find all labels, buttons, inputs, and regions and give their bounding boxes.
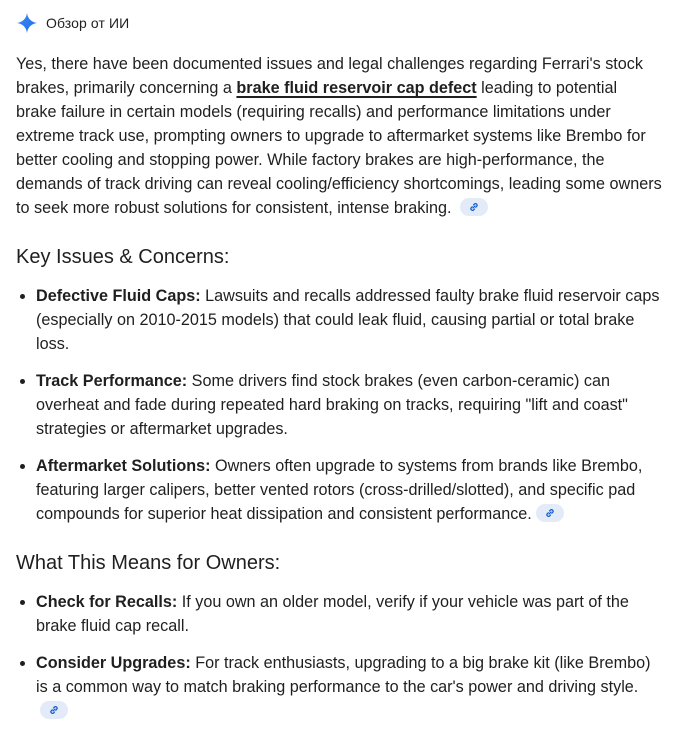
list-item-text: Lawsuits and recalls addressed faulty brake fluid reservoir caps (especially on 2010-2015 models) that could leak fluid, causing partial or total brake loss. bbox=[36, 287, 660, 353]
gemini-spark-icon bbox=[16, 12, 38, 34]
section-heading-owners: What This Means for Owners: bbox=[16, 552, 281, 574]
link-icon bbox=[544, 507, 556, 519]
section-heading-key-issues: Key Issues & Concerns: bbox=[16, 246, 230, 268]
list-item-text: Some drivers find stock brakes (even carbon-ceramic) can overheat and fade during repeated hard braking on tracks, requiring "lift and coast" strategies or aftermarket upgrades. bbox=[36, 372, 628, 438]
key-issues-list bbox=[16, 284, 662, 526]
ai-overview-panel bbox=[0, 10, 678, 735]
intro-highlight-link[interactable]: brake fluid reservoir cap defect bbox=[236, 79, 477, 97]
source-link-chip[interactable] bbox=[536, 504, 564, 522]
list-item bbox=[36, 284, 662, 356]
list-item-text: If you own an older model, verify if your vehicle was part of the brake fluid cap recall. bbox=[36, 593, 629, 635]
owners-list bbox=[16, 590, 662, 723]
intro-text-after: leading to potential brake failure in certain models (requiring recalls) and performance limitations under extreme track use, prompting owners to upgrade to aftermarket systems like Brembo for better cooling and stopping power. While factory brakes are high-performance, the demands of track driving can reveal cooling/efficiency shortcomings, leading some owners to seek more robust solutions for consistent, intense braking. bbox=[16, 79, 662, 217]
list-item bbox=[36, 454, 662, 526]
ai-overview-title: Обзор от ИИ bbox=[46, 15, 130, 31]
list-item-title: Check for Recalls: bbox=[36, 593, 178, 611]
list-item-text: Owners often upgrade to systems from brands like Brembo, featuring larger calipers, better vented rotors (cross-drilled/slotted), and specific pad compounds for superior heat dissipation and consistent performance. bbox=[36, 457, 643, 523]
link-icon bbox=[48, 704, 60, 716]
list-item-title: Consider Upgrades: bbox=[36, 654, 191, 672]
list-item-title: Aftermarket Solutions: bbox=[36, 457, 211, 475]
list-item bbox=[36, 590, 662, 638]
link-icon bbox=[468, 201, 480, 213]
list-item-text: For track enthusiasts, upgrading to a big brake kit (like Brembo) is a common way to match braking performance to the car's power and driving style. bbox=[36, 654, 651, 696]
list-item-title: Defective Fluid Caps: bbox=[36, 287, 201, 305]
list-item-title: Track Performance: bbox=[36, 372, 188, 390]
ai-overview-header bbox=[16, 10, 662, 36]
list-item bbox=[36, 651, 662, 723]
list-item bbox=[36, 369, 662, 441]
intro-paragraph bbox=[16, 52, 662, 220]
intro-text-before: Yes, there have been documented issues and legal challenges regarding Ferrari's stock brakes, primarily concerning a bbox=[16, 55, 643, 97]
source-link-chip[interactable] bbox=[460, 198, 488, 216]
source-link-chip[interactable] bbox=[40, 701, 68, 719]
